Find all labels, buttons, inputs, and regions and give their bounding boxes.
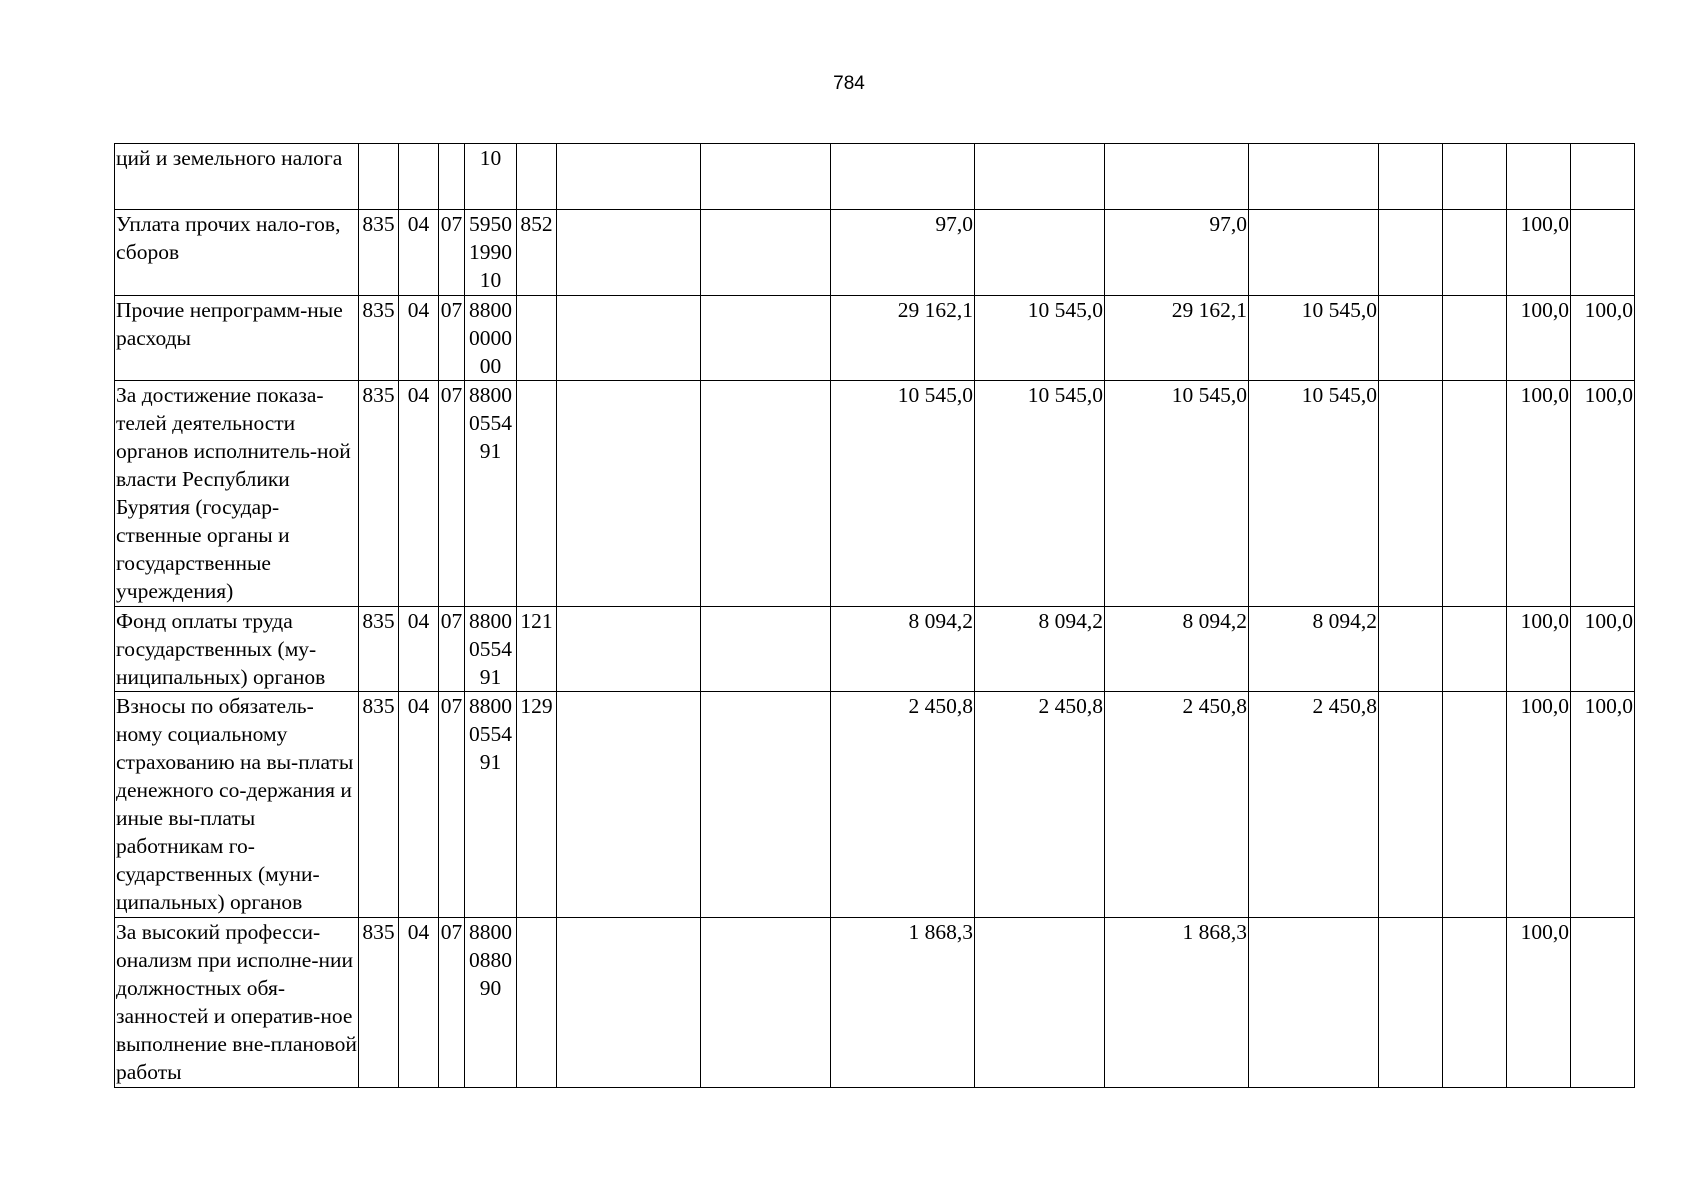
percent-cell: 100,0: [1507, 692, 1571, 918]
value-cell: [557, 296, 701, 381]
percent-cell: 100,0: [1571, 607, 1635, 692]
value-cell: [1249, 210, 1379, 296]
pr-code: 07: [439, 918, 465, 1088]
value-cell: [975, 210, 1105, 296]
vr-code: [517, 296, 557, 381]
value-cell: [1105, 144, 1249, 210]
percent-cell: 100,0: [1571, 296, 1635, 381]
vr-code: [517, 918, 557, 1088]
value-cell: 8 094,2: [975, 607, 1105, 692]
value-cell: 1 868,3: [831, 918, 975, 1088]
rz-code: 04: [399, 381, 439, 607]
value-cell: [1443, 210, 1507, 296]
ved-code: 835: [359, 607, 399, 692]
value-cell: 1 868,3: [1105, 918, 1249, 1088]
pr-code: 07: [439, 692, 465, 918]
value-cell: [557, 918, 701, 1088]
value-cell: [1443, 296, 1507, 381]
value-cell: [1443, 692, 1507, 918]
csr-code: 8800055491: [465, 692, 517, 918]
vr-code: [517, 381, 557, 607]
value-cell: [1379, 210, 1443, 296]
vr-code: [517, 144, 557, 210]
item-name: За достижение показа-телей деятельности органов исполнитель-ной власти Республики Бурятия (государ-ственные органы и государственные учреждения): [115, 381, 359, 607]
value-cell: 2 450,8: [1105, 692, 1249, 918]
csr-code: 5950199010: [465, 210, 517, 296]
value-cell: 10 545,0: [975, 381, 1105, 607]
percent-cell: 100,0: [1507, 210, 1571, 296]
percent-cell: 100,0: [1507, 381, 1571, 607]
table-row: [115, 918, 1635, 1088]
item-name: Прочие непрограмм-ные расходы: [115, 296, 359, 381]
ved-code: 835: [359, 381, 399, 607]
value-cell: 2 450,8: [831, 692, 975, 918]
rz-code: 04: [399, 607, 439, 692]
value-cell: [557, 381, 701, 607]
value-cell: [1379, 918, 1443, 1088]
value-cell: [1379, 692, 1443, 918]
value-cell: [1379, 381, 1443, 607]
percent-cell: 100,0: [1507, 918, 1571, 1088]
pr-code: 07: [439, 296, 465, 381]
item-name: Взносы по обязатель-ному социальному страхованию на вы-платы денежного со-держания и иные вы-платы работникам го-сударственных (муни-ципальных) органов: [115, 692, 359, 918]
value-cell: 29 162,1: [831, 296, 975, 381]
value-cell: [1379, 607, 1443, 692]
value-cell: [701, 692, 831, 918]
vr-code: 121: [517, 607, 557, 692]
ved-code: 835: [359, 210, 399, 296]
value-cell: [1443, 144, 1507, 210]
value-cell: [831, 144, 975, 210]
value-cell: 10 545,0: [975, 296, 1105, 381]
vr-code: 129: [517, 692, 557, 918]
pr-code: [439, 144, 465, 210]
value-cell: [1443, 381, 1507, 607]
percent-cell: 100,0: [1571, 692, 1635, 918]
value-cell: 97,0: [1105, 210, 1249, 296]
value-cell: 8 094,2: [1249, 607, 1379, 692]
csr-code: 10: [465, 144, 517, 210]
value-cell: [701, 210, 831, 296]
csr-code: 8800055491: [465, 381, 517, 607]
table-row: [115, 296, 1635, 381]
ved-code: 835: [359, 692, 399, 918]
pr-code: 07: [439, 607, 465, 692]
value-cell: 10 545,0: [1249, 296, 1379, 381]
percent-cell: [1571, 210, 1635, 296]
table-row: [115, 607, 1635, 692]
percent-cell: 100,0: [1571, 381, 1635, 607]
page-number: 784: [833, 73, 865, 94]
item-name: Уплата прочих нало-гов, сборов: [115, 210, 359, 296]
table-row: [115, 692, 1635, 918]
table-row: [115, 210, 1635, 296]
vr-code: 852: [517, 210, 557, 296]
budget-table: [114, 143, 1635, 1088]
value-cell: 29 162,1: [1105, 296, 1249, 381]
value-cell: [701, 918, 831, 1088]
ved-code: 835: [359, 918, 399, 1088]
value-cell: [701, 144, 831, 210]
ved-code: 835: [359, 296, 399, 381]
value-cell: [975, 144, 1105, 210]
pr-code: 07: [439, 210, 465, 296]
ved-code: [359, 144, 399, 210]
csr-code: 8800088090: [465, 918, 517, 1088]
value-cell: 2 450,8: [1249, 692, 1379, 918]
value-cell: [1443, 918, 1507, 1088]
percent-cell: 100,0: [1507, 607, 1571, 692]
value-cell: 10 545,0: [1105, 381, 1249, 607]
percent-cell: [1571, 144, 1635, 210]
csr-code: 8800055491: [465, 607, 517, 692]
table-row: [115, 144, 1635, 210]
item-name: ций и земельного налога: [115, 144, 359, 210]
value-cell: 97,0: [831, 210, 975, 296]
item-name: Фонд оплаты труда государственных (му-ниципальных) органов: [115, 607, 359, 692]
pr-code: 07: [439, 381, 465, 607]
value-cell: [557, 210, 701, 296]
value-cell: [1249, 918, 1379, 1088]
value-cell: [701, 381, 831, 607]
rz-code: [399, 144, 439, 210]
value-cell: 2 450,8: [975, 692, 1105, 918]
rz-code: 04: [399, 210, 439, 296]
value-cell: [1443, 607, 1507, 692]
value-cell: [557, 607, 701, 692]
csr-code: 8800000000: [465, 296, 517, 381]
value-cell: [975, 918, 1105, 1088]
value-cell: [1379, 144, 1443, 210]
percent-cell: [1507, 144, 1571, 210]
rz-code: 04: [399, 296, 439, 381]
value-cell: [1379, 296, 1443, 381]
value-cell: [1249, 144, 1379, 210]
rz-code: 04: [399, 918, 439, 1088]
percent-cell: [1571, 918, 1635, 1088]
value-cell: [701, 296, 831, 381]
table-row: [115, 381, 1635, 607]
percent-cell: 100,0: [1507, 296, 1571, 381]
rz-code: 04: [399, 692, 439, 918]
value-cell: 8 094,2: [831, 607, 975, 692]
value-cell: 10 545,0: [1249, 381, 1379, 607]
value-cell: [557, 144, 701, 210]
item-name: За высокий професси-онализм при исполне-нии должностных обя-занностей и оператив-ное выполнение вне-плановой работы: [115, 918, 359, 1088]
value-cell: [701, 607, 831, 692]
value-cell: 8 094,2: [1105, 607, 1249, 692]
value-cell: [557, 692, 701, 918]
value-cell: 10 545,0: [831, 381, 975, 607]
